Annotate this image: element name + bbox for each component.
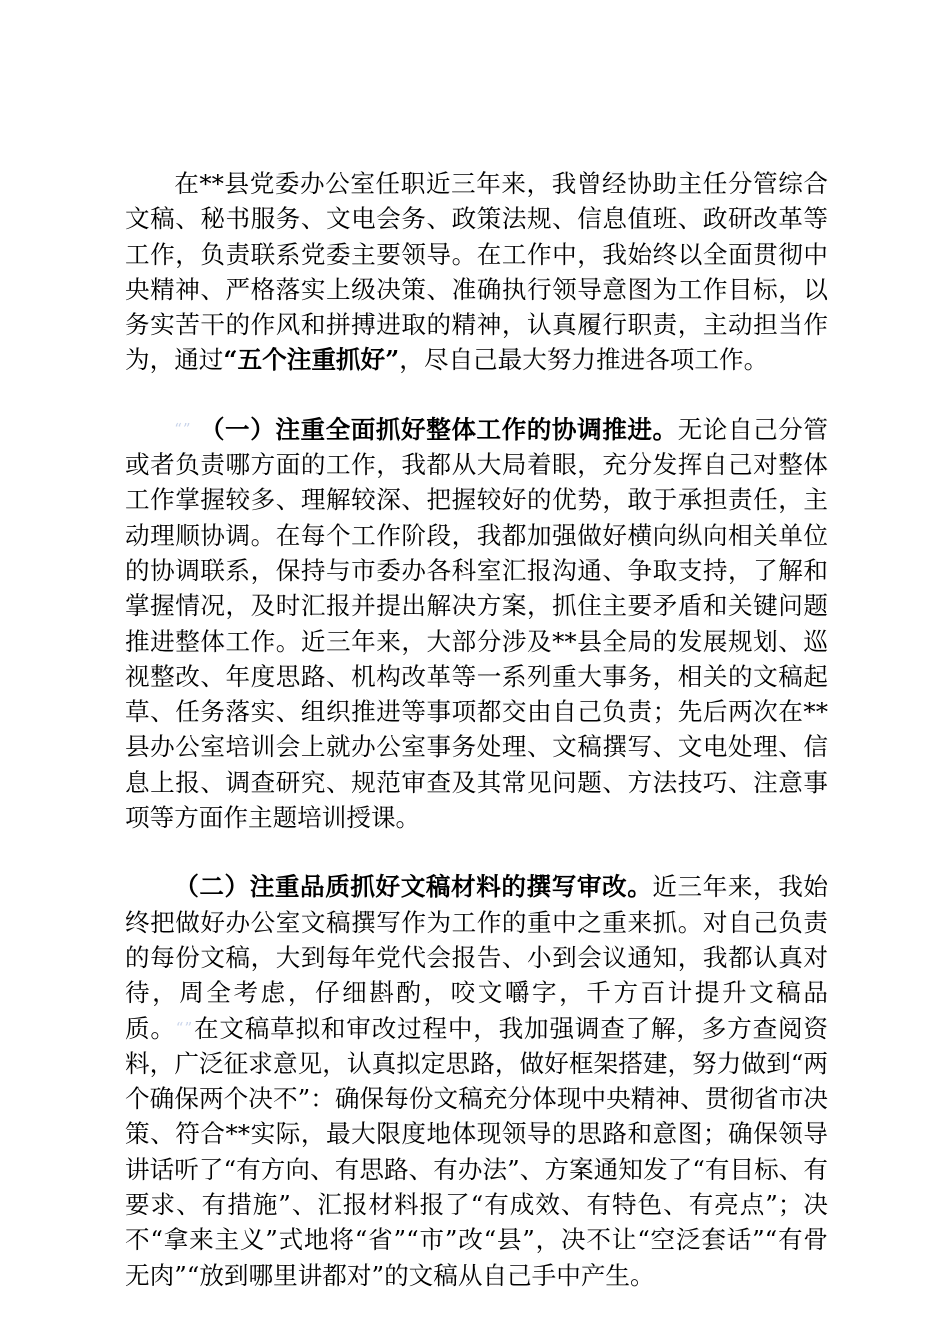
section1-faint-mark: “” [174, 419, 192, 438]
section2-body-a: 近三年来，我始终把做好办公室文稿撰写作为工作的重中之重来抓。对自己负责的每份文稿，大到每年党代会报告、小到会议通知，我都认真对待，周全考虑，仔细斟酌，咬文嚼字，千方百计提升文稿品质。 [125, 872, 828, 1043]
section1-paragraph [125, 412, 828, 836]
section1-body: 无论自己分管或者负责哪方面的工作，我都从大局着眼，充分发挥自己对整体工作掌握较多、理解较深、把握较好的优势，敢于承担责任，主动理顺协调。在每个工作阶段，我都加强做好横向纵向相关单位的协调联系，保持与市委办各科室汇报沟通、争取支持，了解和掌握情况，及时汇报并提出解决方案，抓住主要矛盾和关键问题推进整体工作。近三年来，大部分涉及**县全局的发展规划、巡视整改、年度思路、机构改革等一系列重大事务，相关的文稿起草、任务落实、组织推进等事项都交由自己负责；先后两次在**县办公室培训会上就办公室事务处理、文稿撰写、文电处理、信息上报、调查研究、规范审查及其常见问题、方法技巧、注意事项等方面作主题培训授课。 [125, 414, 828, 833]
intro-text-end: ，尽自己最大努力推进各项工作。 [399, 345, 769, 375]
section2-body-b: 在文稿草拟和审改过程中，我加强调查了解，多方查阅资料，广泛征求意见，认真拟定思路，做好框架搭建，努力做到“两个确保两个决不”：确保每份文稿充分体现中央精神、贯彻省市决策、符合**实际，最大限度地体现领导的思路和意图；确保领导讲话听了“有方向、有思路、有办法”、方案通知发了“有目标、有要求、有措施”、汇报材料报了“有成效、有特色、有亮点”；决不“拿来主义”式地将“省”“市”改“县”，决不让“空泛套话”“有骨无肉”“放到哪里讲都对”的文稿从自己手中产生。 [125, 1013, 828, 1290]
section1-heading: （一）注重全面抓好整体工作的协调推进。 [199, 414, 678, 444]
intro-bold-phrase: “五个注重抓好” [223, 345, 400, 375]
section2-faint-mark: “” [175, 1018, 194, 1037]
document-body [125, 166, 828, 1293]
section2-paragraph [125, 869, 828, 1293]
intro-paragraph [125, 166, 828, 378]
section2-heading: （二）注重品质抓好文稿材料的撰写审改。 [174, 872, 653, 902]
intro-text: 在**县党委办公室任职近三年来，我曾经协助主任分管综合文稿、秘书服务、文电会务、政策法规、信息值班、政研改革等工作，负责联系党委主要领导。在工作中，我始终以全面贯彻中央精神、严格落实上级决策、准确执行领导意图为工作目标，以务实苦干的作风和拼搏进取的精神，认真履行职责，主动担当作为，通过 [125, 169, 828, 375]
